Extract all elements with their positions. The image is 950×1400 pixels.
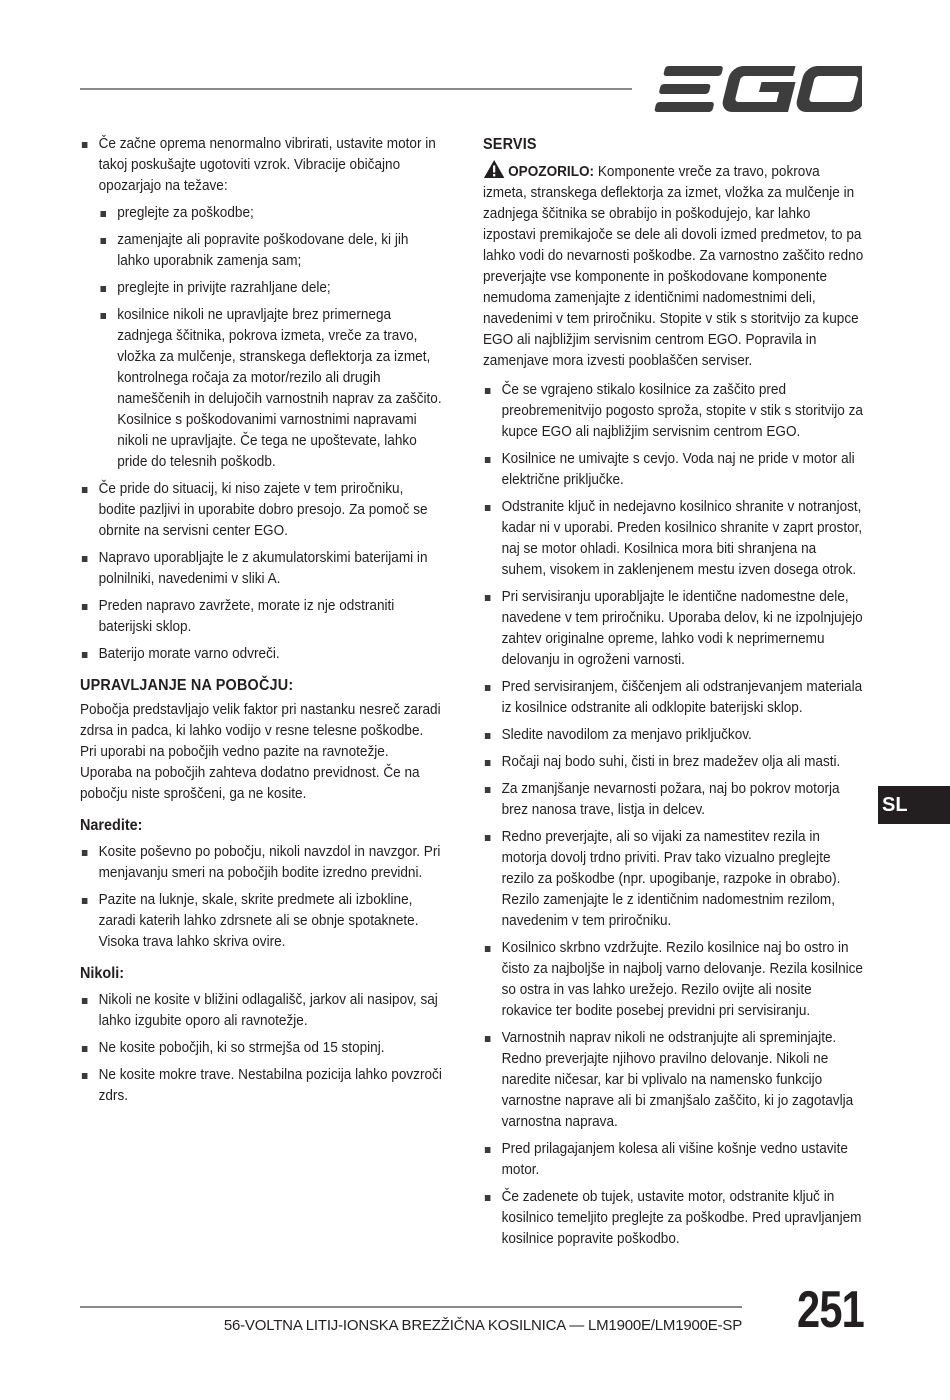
never-list bbox=[80, 990, 443, 1107]
warning-label: OPOZORILO: bbox=[508, 164, 595, 180]
warning-triangle-icon bbox=[483, 159, 505, 179]
list-item: Kosilnico skrbno vzdržujte. Rezilo kosilnice naj bo ostro in čisto za najboljše in najbolj varno delovanje. Rezila kosilnice so ostra in vas lahko urežejo. Rezilo ovijte ali nosite rokavice ter bodite posebej previdni pri servisiranju. bbox=[483, 938, 864, 1022]
list-item: zamenjajte ali popravite poškodovane dele, ki jih lahko uporabnik zamenja sam; bbox=[99, 230, 443, 272]
list-item: preglejte za poškodbe; bbox=[99, 203, 443, 224]
list-item: Kosilnice ne umivajte s cevjo. Voda naj ne pride v motor ali električne priključke. bbox=[483, 449, 864, 491]
ego-logo bbox=[652, 64, 862, 114]
list-item: Če se vgrajeno stikalo kosilnice za zaščito pred preobremenitvijo pogosto sproža, stopite v stik s storitvijo za kupce EGO ali najbližjim servisnim centrom EGO. bbox=[483, 380, 864, 443]
list-item: Odstranite ključ in nedejavno kosilnico shranite v notranjost, kadar ni v uporabi. Preden kosilnico shranite v zaprt prostor, naj se motor ohladi. Kosilnica mora biti shranjena na suhem, visokem in zaklenjenem mestu izven dosega otrok. bbox=[483, 497, 864, 581]
list-item: Pazite na luknje, skale, skrite predmete ali izbokline, zaradi katerih lahko zdrsnete ali se obnje spotaknete. Visoka trava lahko skriva ovire. bbox=[80, 890, 443, 953]
list-item: Baterijo morate varno odvreči. bbox=[80, 644, 443, 665]
list-item: Sledite navodilom za menjavo priključkov. bbox=[483, 725, 864, 746]
header-rule bbox=[80, 88, 632, 90]
list-item: Ročaji naj bodo suhi, čisti in brez madežev olja ali masti. bbox=[483, 752, 864, 773]
list-item: Če pride do situacij, ki niso zajete v tem priročniku, bodite pazljivi in uporabite dobro presojo. Za pomoč se obrnite na servisni center EGO. bbox=[80, 479, 443, 542]
list-item: Če začne oprema nenormalno vibrirati, ustavite motor in takoj poskušajte ugotoviti vzrok. Vibracije običajno opozarjajo na težave: preglejte za poškodbe; zamenjajte ali popravite poškodovane dele, ki jih lahko uporabnik zamenja sam; preglejte in privijte razrahljane dele; kosilnice nikoli ne upravljajte brez primernega zadnjega ščitnika, pokrova izmeta, vreče za travo, vložka za mulčenje, stranskega deflektorja za izmet, kontrolnega ročaja za motor/rezilo ali drugih nameščenih in delujočih varnostnih naprav za zaščito. Kosilnice s poškodovanimi varnostnimi napravami nikoli ne upravljajte. Če tega ne upoštevate, lahko pride do telesnih poškodb. bbox=[80, 134, 443, 473]
slope-paragraph: Pobočja predstavljajo velik faktor pri nastanku nesreč zaradi zdrsa in padca, ki lahko vodijo v resne telesne poškodbe. Pri uporabi na pobočjih vedno pazite na ravnotežje. Uporaba na pobočjih zahteva dodatno previdnost. Če na pobočju niste sproščeni, ga ne kosite. bbox=[80, 702, 441, 802]
list-item: Pred servisiranjem, čiščenjem ali odstranjevanjem materiala iz kosilnice odstranite ali odklopite baterijski sklop. bbox=[483, 677, 864, 719]
list-item: Ne kosite mokre trave. Nestabilna pozicija lahko povzroči zdrs. bbox=[80, 1065, 443, 1107]
footer-rule bbox=[80, 1306, 742, 1308]
servis-list bbox=[483, 380, 864, 1250]
list-item: Če zadenete ob tujek, ustavite motor, odstranite ključ in kosilnico temeljito preglejte za poškodbe. Pred upravljanjem kosilnice popravite poškodbo. bbox=[483, 1187, 864, 1250]
list-item: Za zmanjšanje nevarnosti požara, naj bo pokrov motorja brez nanosa trave, listja in delcev. bbox=[483, 779, 864, 821]
left-column bbox=[80, 134, 443, 1113]
warning-text: Komponente vreče za travo, pokrova izmeta, stranskega deflektorja za izmet, vložka za mulčenje in zadnjega ščitnika se obrabijo in poškodujejo, kar lahko izpostavi premikajoče se dele ali dovoli izmed predmetov, to pa lahko vodi do nevarnosti poškodbe. Za varnostno zaščito redno preverjajte vse komponente in poškodovane komponente nemudoma zamenjajte z identičnimi nadomestnimi deli, navedenimi v tem priročniku. Stopite v stik s storitvijo za kupce EGO ali najbližjim servisnim centrom EGO. Popravila in zamenjave mora izvesti pooblaščen serviser. bbox=[483, 164, 864, 369]
right-column bbox=[483, 134, 864, 1256]
list-item: Napravo uporabljajte le z akumulatorskimi baterijami in polnilniki, navedenimi v sliki A. bbox=[80, 548, 443, 590]
do-heading: Naredite: bbox=[80, 817, 143, 834]
intro-bullet-list bbox=[80, 134, 443, 665]
list-item: Pri servisiranju uporabljajte le identične nadomestne dele, navedene v tem priročniku. Uporaba delov, ki ne izpolnjujejo zahtev originalne opreme, lahko vodi k neprimernemu delovanju in ogroženi varnosti. bbox=[483, 587, 864, 671]
language-tab: SL bbox=[878, 786, 950, 824]
list-item: Preden napravo zavržete, morate iz nje odstraniti baterijski sklop. bbox=[80, 596, 443, 638]
list-item: Pred prilagajanjem kolesa ali višine košnje vedno ustavite motor. bbox=[483, 1139, 864, 1181]
warning-paragraph bbox=[483, 159, 864, 372]
list-item: Kosite poševno po pobočju, nikoli navzdol in navzgor. Pri menjavanju smeri na pobočjih bodite izredno previdni. bbox=[80, 842, 443, 884]
footer-title: 56-VOLTNA LITIJ-IONSKA BREZŽIČNA KOSILNICA — LM1900E/LM1900E-SP bbox=[223, 1317, 742, 1334]
page-number: 251 bbox=[796, 1281, 864, 1339]
list-item: Nikoli ne kosite v bližini odlagališč, jarkov ali nasipov, saj lahko izgubite oporo ali ravnotežje. bbox=[80, 990, 443, 1032]
vibration-sub-list bbox=[99, 203, 443, 473]
list-item: kosilnice nikoli ne upravljajte brez primernega zadnjega ščitnika, pokrova izmeta, vreče za travo, vložka za mulčenje, stranskega deflektorja za izmet, kontrolnega ročaja za motor/rezilo ali drugih nameščenih in delujočih varnostnih naprav za zaščito. Kosilnice s poškodovanimi varnostnimi napravami nikoli ne upravljajte. Če tega ne upoštevate, lahko pride do telesnih poškodb. bbox=[99, 305, 443, 473]
do-list bbox=[80, 842, 443, 953]
never-heading: Nikoli: bbox=[80, 965, 125, 982]
servis-heading: SERVIS bbox=[483, 136, 537, 153]
slope-heading: UPRAVLJANJE NA POBOČJU: bbox=[80, 677, 294, 694]
list-item: Ne kosite pobočjih, ki so strmejša od 15 stopinj. bbox=[80, 1038, 443, 1059]
list-item: Redno preverjajte, ali so vijaki za namestitev rezila in motorja dovolj trdno priviti. Prav tako vizualno preglejte rezilo za poškodbe (npr. upogibanje, razpoke in obrabo). Rezilo zamenjajte le z identičnim nadomestnim rezilom, navedenim v tem priročniku. bbox=[483, 827, 864, 932]
list-item: Varnostnih naprav nikoli ne odstranjujte ali spreminjajte. Redno preverjajte njihovo pravilno delovanje. Nikoli ne naredite ničesar, kar bi vplivalo na namensko funkcijo varnostne naprave ali bi zmanjšalo zaščito, ki jo zagotavlja varnostna naprava. bbox=[483, 1028, 864, 1133]
list-item: preglejte in privijte razrahljane dele; bbox=[99, 278, 443, 299]
